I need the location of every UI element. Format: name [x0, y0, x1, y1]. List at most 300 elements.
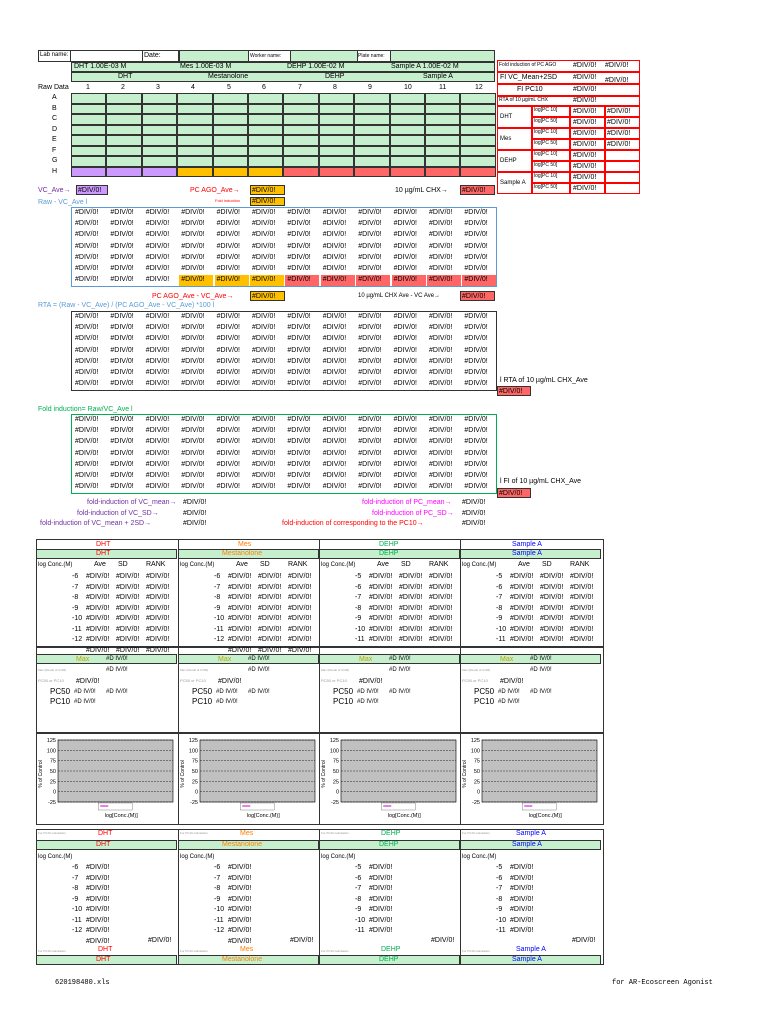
max-value: #D IV/0! [389, 656, 411, 662]
raw-data-cell[interactable] [425, 93, 460, 104]
raw-data-cell[interactable] [283, 135, 318, 146]
log-conc-value: -7 [355, 594, 362, 601]
log-conc-value: -6 [355, 583, 362, 591]
error-cell: #DIV/0! [322, 242, 347, 250]
rank-value: #DIV/0! [146, 615, 170, 622]
raw-data-cell[interactable] [177, 125, 212, 136]
y-axis-label: % of Control [321, 760, 327, 788]
error-cell: #DIV/0! [287, 416, 311, 423]
error-cell: #DIV/0! [75, 449, 99, 457]
lower-ave-value: #DIV/0! [510, 927, 534, 934]
raw-data-cell[interactable] [106, 135, 141, 146]
raw-data-cell[interactable] [319, 104, 354, 115]
sd-value: #DIV/0! [399, 594, 423, 601]
raw-data-cell[interactable] [177, 135, 212, 146]
y-tick-label: 0 [52, 789, 56, 796]
dehp-concentration: DEHP 1.00E-02 M [287, 63, 345, 70]
error-cell: #DIV/0! [75, 460, 99, 468]
error-cell: #DIV/0! [252, 460, 276, 468]
error-cell: #DIV/0! [216, 313, 240, 320]
error-cell: #DIV/0! [287, 276, 311, 284]
raw-data-cell[interactable] [425, 156, 460, 167]
raw-data-cell[interactable] [390, 156, 425, 167]
raw-data-cell[interactable] [71, 156, 106, 167]
plate-name-input[interactable] [390, 50, 495, 62]
raw-data-cell[interactable] [142, 114, 177, 125]
raw-data-cell[interactable] [213, 135, 248, 146]
error-cell: #DIV/0! [252, 220, 276, 228]
lower-log-value: -6 [214, 864, 221, 871]
raw-data-cell[interactable] [106, 167, 141, 178]
lower-ave-value: #DIV/0! [369, 885, 393, 892]
raw-data-cell[interactable] [177, 114, 212, 125]
max-note: Max (Result of COM) [180, 668, 209, 672]
pc50-label: PC50 [50, 687, 71, 696]
fi-pc-mean-label: fold-induction of PC_mean→ [362, 499, 452, 506]
y-axis-label: % of Control [462, 760, 468, 788]
fold-induction-error: #DIV/0! [252, 198, 276, 205]
raw-data-cell[interactable] [71, 93, 106, 104]
log-conc-value: -6 [72, 573, 79, 580]
log-conc-value: -8 [355, 604, 362, 612]
error-cell: #DIV/0! [393, 220, 417, 228]
sd-value: #DIV/0! [116, 604, 140, 612]
pc10-value: #DIV/0! [573, 174, 597, 181]
raw-data-cell[interactable] [460, 135, 495, 146]
raw-data-cell[interactable] [354, 125, 389, 136]
error-cell: #DIV/0! [252, 276, 276, 284]
raw-data-cell[interactable] [425, 167, 460, 178]
error-cell: #DIV/0! [75, 369, 99, 376]
summary-pc10-value-2 [605, 172, 640, 183]
raw-data-cell[interactable] [213, 167, 248, 178]
raw-data-cell[interactable] [177, 146, 212, 157]
ave-value: #DIV/0! [228, 594, 252, 601]
error-cell: #DIV/0! [322, 231, 347, 239]
rank-value: #DIV/0! [429, 573, 453, 580]
raw-data-cell[interactable] [71, 146, 106, 157]
fold-pc-value: #DIV/0! [573, 62, 597, 69]
error-cell: #DIV/0! [464, 220, 488, 228]
y-tick-label: 100 [470, 748, 480, 755]
fi-vc-sd-label: fold-induction of VC_SD→ [77, 510, 159, 517]
date-input[interactable] [179, 50, 249, 62]
raw-data-cell[interactable] [319, 135, 354, 146]
error-cell: #DIV/0! [145, 460, 170, 468]
ave-value: #DIV/0! [510, 594, 534, 601]
raw-data-cell[interactable] [106, 125, 141, 136]
column-number: 12 [475, 84, 483, 91]
raw-data-cell[interactable] [425, 135, 460, 146]
lower-result: #DIV/0! [148, 937, 172, 944]
y-axis-label: % of Control [38, 760, 44, 788]
raw-data-cell[interactable] [390, 104, 425, 115]
raw-data-cell[interactable] [213, 125, 248, 136]
error-cell: #DIV/0! [358, 380, 382, 388]
lower-ave-value: #DIV/0! [86, 927, 110, 934]
fi-vc-sd-value: #DIV/0! [183, 510, 207, 517]
error-cell: #DIV/0! [393, 472, 417, 479]
bottom-chemical-abbrev: DHT [98, 946, 113, 953]
error-cell: #DIV/0! [110, 369, 134, 376]
raw-data-cell[interactable] [319, 167, 354, 178]
pc10-label: PC10 [192, 697, 213, 706]
rank-value: #DIV/0! [288, 646, 312, 654]
error-cell: #DIV/0! [110, 242, 134, 250]
raw-data-cell[interactable] [319, 156, 354, 167]
raw-data-cell[interactable] [283, 167, 318, 178]
raw-data-cell[interactable] [425, 104, 460, 115]
error-cell: #DIV/0! [322, 276, 347, 284]
raw-data-cell[interactable] [71, 135, 106, 146]
error-cell: #DIV/0! [110, 209, 134, 216]
log-conc-value: -8 [214, 594, 221, 601]
error-cell: #DIV/0! [216, 380, 240, 388]
raw-data-cell[interactable] [319, 114, 354, 125]
raw-data-cell[interactable] [460, 167, 495, 178]
raw-data-cell[interactable] [283, 104, 318, 115]
rta-value: #DIV/0! [573, 97, 597, 104]
error-cell: #DIV/0! [322, 253, 347, 261]
raw-data-cell[interactable] [354, 114, 389, 125]
raw-data-cell[interactable] [460, 125, 495, 136]
y-tick-label: 25 [191, 779, 198, 786]
sd-value: #DIV/0! [116, 646, 140, 654]
raw-data-cell[interactable] [248, 114, 283, 125]
error-cell: #DIV/0! [110, 483, 134, 491]
raw-data-cell[interactable] [354, 167, 389, 178]
plate-name-label: Plate name: [358, 53, 385, 59]
raw-data-cell[interactable] [425, 146, 460, 157]
sample-a-concentration: Sample A 1.00E-02 M [391, 63, 459, 70]
raw-data-cell[interactable] [177, 93, 212, 104]
max-note: Max (Result of COM) [38, 668, 67, 672]
ave-value: #DIV/0! [510, 583, 534, 591]
log-conc-header: log Conc.(M) [321, 562, 356, 568]
error-cell: #DIV/0! [252, 427, 276, 435]
raw-data-cell[interactable] [248, 93, 283, 104]
raw-data-cell[interactable] [425, 125, 460, 136]
pc10-value: #DIV/0! [573, 130, 597, 137]
panel-chemical-abbrev: Mes [238, 541, 252, 548]
error-cell: #DIV/0! [358, 427, 382, 435]
y-tick-label: -25 [190, 800, 198, 806]
error-cell: #DIV/0! [464, 460, 488, 468]
raw-data-cell[interactable] [213, 93, 248, 104]
y-tick-label: 25 [49, 779, 56, 786]
raw-data-cell[interactable] [319, 93, 354, 104]
column-number: 5 [227, 84, 231, 91]
error-cell: #DIV/0! [110, 472, 134, 479]
error-cell: #DIV/0! [429, 253, 453, 261]
log-conc-value: -9 [214, 604, 221, 612]
error-cell: #DIV/0! [393, 449, 417, 457]
raw-data-cell[interactable] [460, 146, 495, 157]
raw-data-cell[interactable] [71, 104, 106, 115]
error-cell: #DIV/0! [181, 253, 205, 261]
sd-value: #DIV/0! [258, 646, 282, 654]
error-cell: #DIV/0! [287, 265, 311, 272]
error-cell: #DIV/0! [358, 335, 382, 343]
raw-data-cell[interactable] [248, 135, 283, 146]
error-cell: #DIV/0! [110, 231, 134, 239]
rank-value: #DIV/0! [146, 625, 170, 633]
raw-data-cell[interactable] [248, 125, 283, 136]
error-cell: #DIV/0! [358, 346, 382, 354]
raw-data-cell[interactable] [142, 93, 177, 104]
lower-log-header: log Conc.(M) [462, 854, 497, 860]
raw-data-cell[interactable] [283, 125, 318, 136]
error-cell: #DIV/0! [322, 369, 347, 376]
fi-chx-error: #DIV/0! [499, 490, 523, 497]
error-cell: #DIV/0! [393, 324, 417, 332]
error-cell: #DIV/0! [216, 460, 240, 468]
rank-header: RANK [570, 561, 590, 568]
raw-data-cell[interactable] [354, 146, 389, 157]
error-cell: #DIV/0! [429, 438, 453, 446]
pc50-note-value: #DIV/0! [500, 678, 524, 685]
lower-log-value: -10 [496, 916, 507, 924]
sd-value: #DIV/0! [258, 615, 282, 622]
raw-data-cell[interactable] [142, 104, 177, 115]
error-cell: #DIV/0! [252, 357, 276, 365]
sample-a-name: Sample A [423, 73, 453, 80]
raw-data-cell[interactable] [142, 146, 177, 157]
raw-data-cell[interactable] [106, 146, 141, 157]
error-cell: #DIV/0! [181, 472, 205, 479]
y-tick-label: 50 [49, 769, 56, 775]
error-cell: #DIV/0! [358, 483, 382, 491]
error-cell: #DIV/0! [216, 416, 240, 423]
error-cell: #DIV/0! [216, 357, 240, 365]
raw-data-cell[interactable] [460, 114, 495, 125]
error-cell: #DIV/0! [145, 369, 170, 376]
error-cell: #DIV/0! [358, 231, 382, 239]
rank-value: #DIV/0! [429, 636, 453, 643]
column-number: 9 [368, 84, 372, 91]
raw-data-cell[interactable] [425, 114, 460, 125]
ave-value: #DIV/0! [86, 594, 110, 601]
raw-data-cell[interactable] [106, 156, 141, 167]
error-cell: #DIV/0! [429, 369, 453, 376]
worker-name-label: Worker name: [250, 53, 282, 59]
row-letter: D [52, 125, 58, 133]
raw-data-cell[interactable] [248, 167, 283, 178]
raw-data-cell[interactable] [213, 114, 248, 125]
raw-data-cell[interactable] [71, 114, 106, 125]
error-cell: #DIV/0! [75, 380, 99, 388]
rank-header: RANK [288, 561, 308, 568]
error-cell: #DIV/0! [145, 231, 170, 239]
raw-data-cell[interactable] [319, 125, 354, 136]
error-cell: #DIV/0! [110, 253, 134, 261]
raw-data-cell[interactable] [142, 135, 177, 146]
pc10-value: #D IV/0! [216, 699, 238, 705]
error-cell: #DIV/0! [393, 357, 417, 365]
pc50-note: PC50 or PC10 [38, 678, 64, 683]
error-cell: #DIV/0! [429, 324, 453, 332]
max-label: Max [218, 656, 232, 663]
raw-data-cell[interactable] [248, 156, 283, 167]
error-cell: #DIV/0! [287, 335, 311, 343]
max-label: Max [500, 656, 514, 663]
sd-value: #DIV/0! [258, 636, 282, 643]
error-cell: #DIV/0! [287, 472, 311, 479]
raw-data-cell[interactable] [354, 135, 389, 146]
error-cell: #DIV/0! [322, 427, 347, 435]
raw-data-cell[interactable] [283, 93, 318, 104]
log-conc-value: -9 [355, 615, 362, 622]
raw-data-cell[interactable] [460, 93, 495, 104]
raw-data-cell[interactable] [354, 93, 389, 104]
error-cell: #DIV/0! [181, 416, 205, 423]
error-cell: #DIV/0! [429, 380, 453, 388]
raw-data-cell[interactable] [390, 114, 425, 125]
raw-data-cell[interactable] [106, 114, 141, 125]
raw-data-cell[interactable] [248, 146, 283, 157]
error-cell: #DIV/0! [216, 369, 240, 376]
worker-name-input[interactable] [290, 50, 358, 62]
pc50-value-2: #DIV/0! [607, 119, 631, 126]
pc50-label: log[PC 50] [534, 162, 558, 168]
raw-data-cell[interactable] [142, 167, 177, 178]
rank-value: #DIV/0! [146, 594, 170, 601]
sd-value: #DIV/0! [540, 615, 564, 622]
raw-data-cell[interactable] [248, 104, 283, 115]
rta-chx-error: #DIV/0! [499, 388, 523, 395]
raw-data-cell[interactable] [390, 93, 425, 104]
raw-data-cell[interactable] [390, 135, 425, 146]
error-cell: #DIV/0! [145, 265, 170, 272]
raw-data-cell[interactable] [177, 167, 212, 178]
error-cell: #DIV/0! [358, 313, 382, 320]
y-tick-label: 50 [332, 769, 339, 775]
error-cell: #DIV/0! [110, 220, 134, 228]
lower-log-header: log Conc.(M) [38, 854, 73, 860]
raw-data-cell[interactable] [106, 104, 141, 115]
pc50-value-2: #D IV/0! [389, 689, 411, 695]
log-conc-value: -8 [72, 594, 79, 601]
error-cell: #DIV/0! [75, 253, 99, 261]
ave-value: #DIV/0! [510, 625, 534, 633]
error-cell: #DIV/0! [75, 346, 99, 354]
raw-data-cell[interactable] [390, 167, 425, 178]
error-cell: #DIV/0! [287, 460, 311, 468]
log-conc-value: -7 [496, 594, 503, 601]
raw-data-cell[interactable] [283, 156, 318, 167]
log-conc-value: -6 [214, 573, 221, 580]
lower-chemical-abbrev: DEHP [381, 830, 401, 837]
raw-data-cell[interactable] [71, 167, 106, 178]
rank-value: #DIV/0! [570, 594, 594, 601]
pc10-value: #D IV/0! [74, 699, 96, 705]
column-number: 11 [439, 84, 447, 91]
sd-value: #DIV/0! [258, 594, 282, 601]
column-number: 4 [191, 84, 195, 91]
raw-data-cell[interactable] [283, 114, 318, 125]
raw-data-cell[interactable] [390, 146, 425, 157]
y-axis-label: % of Control [180, 760, 186, 788]
pc10-label: PC10 [333, 697, 354, 706]
error-cell: #DIV/0! [287, 380, 311, 388]
max-value: #D IV/0! [530, 656, 552, 662]
lower-log-value: -8 [72, 885, 79, 892]
summary-dehp-label: DEHP [500, 158, 517, 164]
lower-log-value: -11 [355, 927, 365, 934]
lower-ave-value: #DIV/0! [369, 864, 393, 871]
raw-data-cell[interactable] [460, 104, 495, 115]
lower-ave-value: #DIV/0! [228, 885, 252, 892]
error-cell: #DIV/0! [358, 369, 382, 376]
y-tick-label: 75 [332, 758, 339, 765]
error-cell: #DIV/0! [287, 220, 311, 228]
footer-file: 620198480.xls [55, 979, 110, 987]
dose-response-chart [36, 734, 177, 824]
ave-value: #DIV/0! [86, 636, 110, 643]
date-label: Date: [144, 52, 161, 59]
rank-value: #DIV/0! [146, 583, 170, 591]
raw-data-cell[interactable] [142, 156, 177, 167]
raw-data-cell[interactable] [460, 156, 495, 167]
y-tick-label: -25 [472, 800, 480, 806]
raw-data-cell[interactable] [319, 146, 354, 157]
error-cell: #DIV/0! [429, 427, 453, 435]
error-cell: #DIV/0! [322, 449, 347, 457]
raw-data-cell[interactable] [354, 104, 389, 115]
error-cell: #DIV/0! [358, 265, 382, 272]
sd-value: #DIV/0! [399, 636, 423, 643]
error-cell: #DIV/0! [110, 438, 134, 446]
raw-data-cell[interactable] [213, 146, 248, 157]
pc50-value: #D IV/0! [74, 689, 96, 695]
raw-data-cell[interactable] [390, 125, 425, 136]
error-cell: #DIV/0! [322, 346, 347, 354]
error-cell: #DIV/0! [216, 483, 240, 491]
raw-data-cell[interactable] [213, 156, 248, 167]
fold-formula-label: Fold induction= Raw/VC_Ave l [38, 406, 133, 413]
error-cell: #DIV/0! [75, 427, 99, 435]
raw-data-cell[interactable] [354, 156, 389, 167]
panel-chemical-abbrev: DEHP [379, 541, 399, 548]
summary-pc50-value-2 [605, 161, 640, 172]
error-cell: #DIV/0! [181, 346, 205, 354]
lower-ave-value: #DIV/0! [228, 864, 252, 871]
error-cell: #DIV/0! [75, 220, 99, 228]
error-cell: #DIV/0! [393, 427, 417, 435]
lower-ave-value: #DIV/0! [369, 874, 393, 882]
raw-data-cell[interactable] [283, 146, 318, 157]
error-cell: #DIV/0! [287, 242, 311, 250]
raw-data-cell[interactable] [177, 104, 212, 115]
fi-pc-mean-value: #DIV/0! [462, 499, 486, 506]
error-cell: #DIV/0! [181, 460, 205, 468]
raw-data-cell[interactable] [142, 125, 177, 136]
pc50-label: log[PC 50] [534, 184, 558, 190]
x-axis-label: log[Conc.(M)] [528, 813, 562, 819]
raw-data-cell[interactable] [106, 93, 141, 104]
sd-value: #DIV/0! [258, 573, 282, 580]
error-cell: #DIV/0! [429, 265, 453, 272]
fi-pc-sd-value: #DIV/0! [462, 510, 486, 517]
ave-value: #DIV/0! [86, 615, 110, 622]
summary-dht-label: DHT [500, 114, 513, 120]
raw-data-cell[interactable] [177, 156, 212, 167]
lower-log-value: -12 [214, 927, 225, 934]
raw-data-cell[interactable] [71, 125, 106, 136]
vc-ave-label: VC_Ave→ [38, 187, 71, 194]
raw-data-cell[interactable] [213, 104, 248, 115]
lower-log-value: -5 [355, 864, 362, 871]
